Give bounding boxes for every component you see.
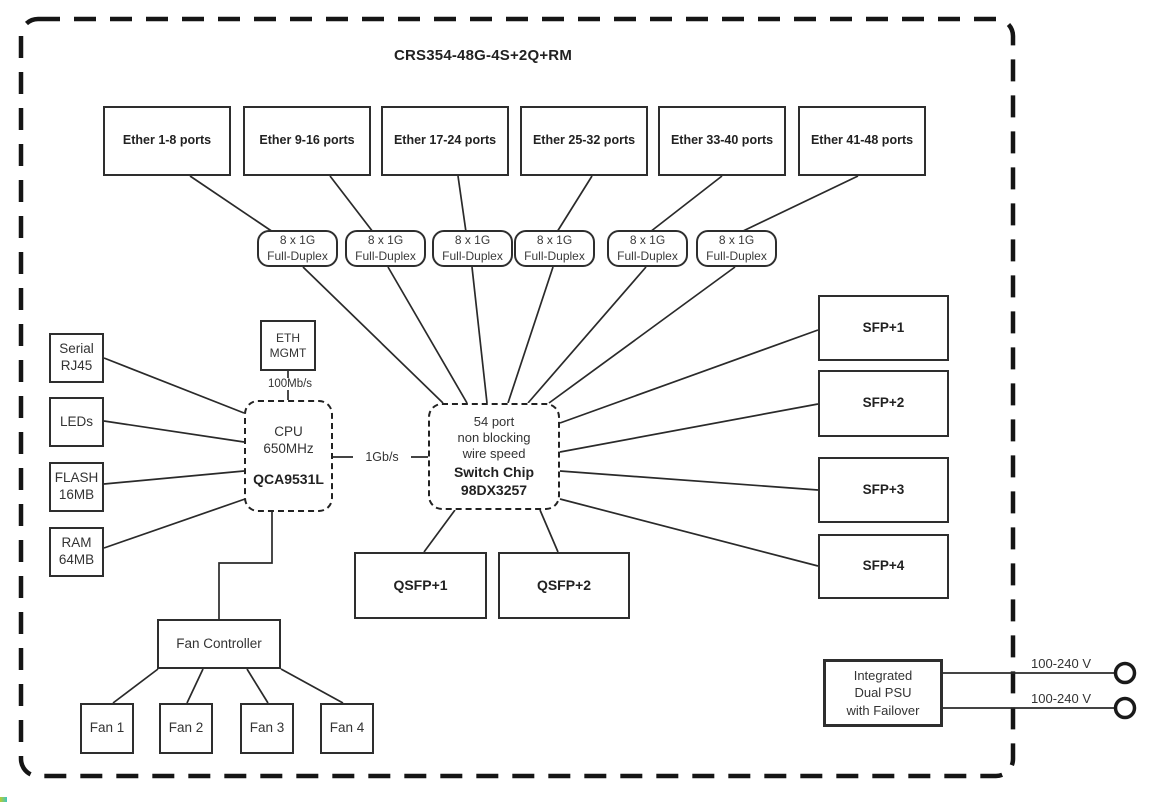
serial-label-1: Serial xyxy=(59,341,94,357)
fan-controller-label: Fan Controller xyxy=(176,635,262,651)
ether-41-48-label: Ether 41-48 ports xyxy=(810,133,914,148)
fan4-label: Fan 4 xyxy=(329,720,365,736)
scan-artifact xyxy=(0,797,7,802)
duplex-2-line1: 8 x 1G xyxy=(367,232,404,247)
psu-box xyxy=(823,659,943,727)
ether-17-24-box xyxy=(381,106,509,176)
eth-mgmt-label-1: ETH xyxy=(276,330,300,345)
voltage-label-1: 100-240 V xyxy=(1031,656,1091,671)
switch-chip-box xyxy=(428,403,560,510)
sfp2-box xyxy=(818,370,949,437)
duplex-5-line2: Full-Duplex xyxy=(617,248,678,263)
flash-label-2: 16MB xyxy=(58,487,95,502)
sfp4-box xyxy=(818,534,949,599)
power-inlet-1-icon xyxy=(1116,664,1135,683)
sfp3-label: SFP+3 xyxy=(862,481,905,497)
duplex-6-line1: 8 x 1G xyxy=(718,232,755,247)
qsfp1-label: QSFP+1 xyxy=(393,576,448,593)
cpu-link-speed-label: 1Gb/s xyxy=(353,450,411,464)
sfp1-box xyxy=(818,295,949,361)
fan2-label: Fan 2 xyxy=(168,720,204,736)
duplex-6-line2: Full-Duplex xyxy=(706,248,767,263)
psu-label-1: Integrated xyxy=(853,667,913,683)
ether-1-8-box xyxy=(103,106,231,176)
fan2-box xyxy=(159,703,213,754)
fan-controller-box xyxy=(157,619,281,669)
leds-label: LEDs xyxy=(59,413,93,429)
power-inlet-2-icon xyxy=(1116,699,1135,718)
cpu-label-2: 650MHz xyxy=(263,440,314,456)
duplex-4-line1: 8 x 1G xyxy=(536,232,573,247)
qsfp2-label: QSFP+2 xyxy=(536,576,592,593)
duplex-3-line2: Full-Duplex xyxy=(442,248,503,263)
psu-label-2: Dual PSU xyxy=(854,685,912,701)
qsfp1-box xyxy=(354,552,487,619)
ether-17-24-label: Ether 17-24 ports xyxy=(393,133,497,148)
qsfp2-box xyxy=(498,552,630,619)
voltage-label-2: 100-240 V xyxy=(1031,691,1091,706)
duplex-node-1 xyxy=(257,230,338,267)
flash-box xyxy=(49,462,104,512)
psu-label-3: with Failover xyxy=(846,702,920,718)
serial-label-2: RJ45 xyxy=(60,358,93,373)
ether-1-8-label: Ether 1-8 ports xyxy=(122,133,212,148)
duplex-2-line2: Full-Duplex xyxy=(355,248,416,263)
diagram-title: CRS354-48G-4S+2Q+RM xyxy=(393,47,573,64)
ether-33-40-label: Ether 33-40 ports xyxy=(670,133,774,148)
sfp4-label: SFP+4 xyxy=(862,558,905,574)
ram-box xyxy=(49,527,104,577)
duplex-node-2 xyxy=(345,230,426,267)
ether-9-16-box xyxy=(243,106,371,176)
duplex-1-line1: 8 x 1G xyxy=(279,232,316,247)
switch-chip-model-1: Switch Chip xyxy=(453,464,535,481)
duplex-node-4 xyxy=(514,230,595,267)
fan3-box xyxy=(240,703,294,754)
cpu-box xyxy=(244,400,333,512)
fan4-box xyxy=(320,703,374,754)
duplex-4-line2: Full-Duplex xyxy=(524,248,585,263)
sfp1-label: SFP+1 xyxy=(862,319,905,335)
ether-33-40-box xyxy=(658,106,786,176)
serial-rj45-box xyxy=(49,333,104,383)
fan1-label: Fan 1 xyxy=(89,720,125,736)
switch-chip-line3: wire speed xyxy=(462,446,526,462)
leds-box xyxy=(49,397,104,447)
cpu-label-1: CPU xyxy=(274,423,303,439)
mgmt-link-speed-label: 100Mb/s xyxy=(261,378,319,390)
eth-mgmt-label-2: MGMT xyxy=(269,345,307,360)
switch-chip-model-2: 98DX3257 xyxy=(460,481,528,498)
ether-9-16-label: Ether 9-16 ports xyxy=(259,133,355,148)
duplex-node-5 xyxy=(607,230,688,267)
ram-label-1: RAM xyxy=(61,535,92,551)
eth-mgmt-box xyxy=(260,320,316,371)
fan3-label: Fan 3 xyxy=(249,720,285,736)
duplex-3-line1: 8 x 1G xyxy=(454,232,491,247)
cpu-model-label: QCA9531L xyxy=(253,470,324,487)
ether-25-32-box xyxy=(520,106,648,176)
switch-chip-line2: non blocking xyxy=(457,429,531,445)
flash-label-1: FLASH xyxy=(54,470,99,486)
duplex-1-line2: Full-Duplex xyxy=(267,248,328,263)
sfp2-label: SFP+2 xyxy=(862,395,905,411)
duplex-node-3 xyxy=(432,230,513,267)
duplex-5-line1: 8 x 1G xyxy=(629,232,666,247)
ether-25-32-label: Ether 25-32 ports xyxy=(532,133,636,148)
ether-41-48-box xyxy=(798,106,926,176)
switch-chip-line1: 54 port xyxy=(473,413,515,429)
duplex-node-6 xyxy=(696,230,777,267)
fan1-box xyxy=(80,703,134,754)
sfp3-box xyxy=(818,457,949,523)
ram-label-2: 64MB xyxy=(58,552,95,567)
